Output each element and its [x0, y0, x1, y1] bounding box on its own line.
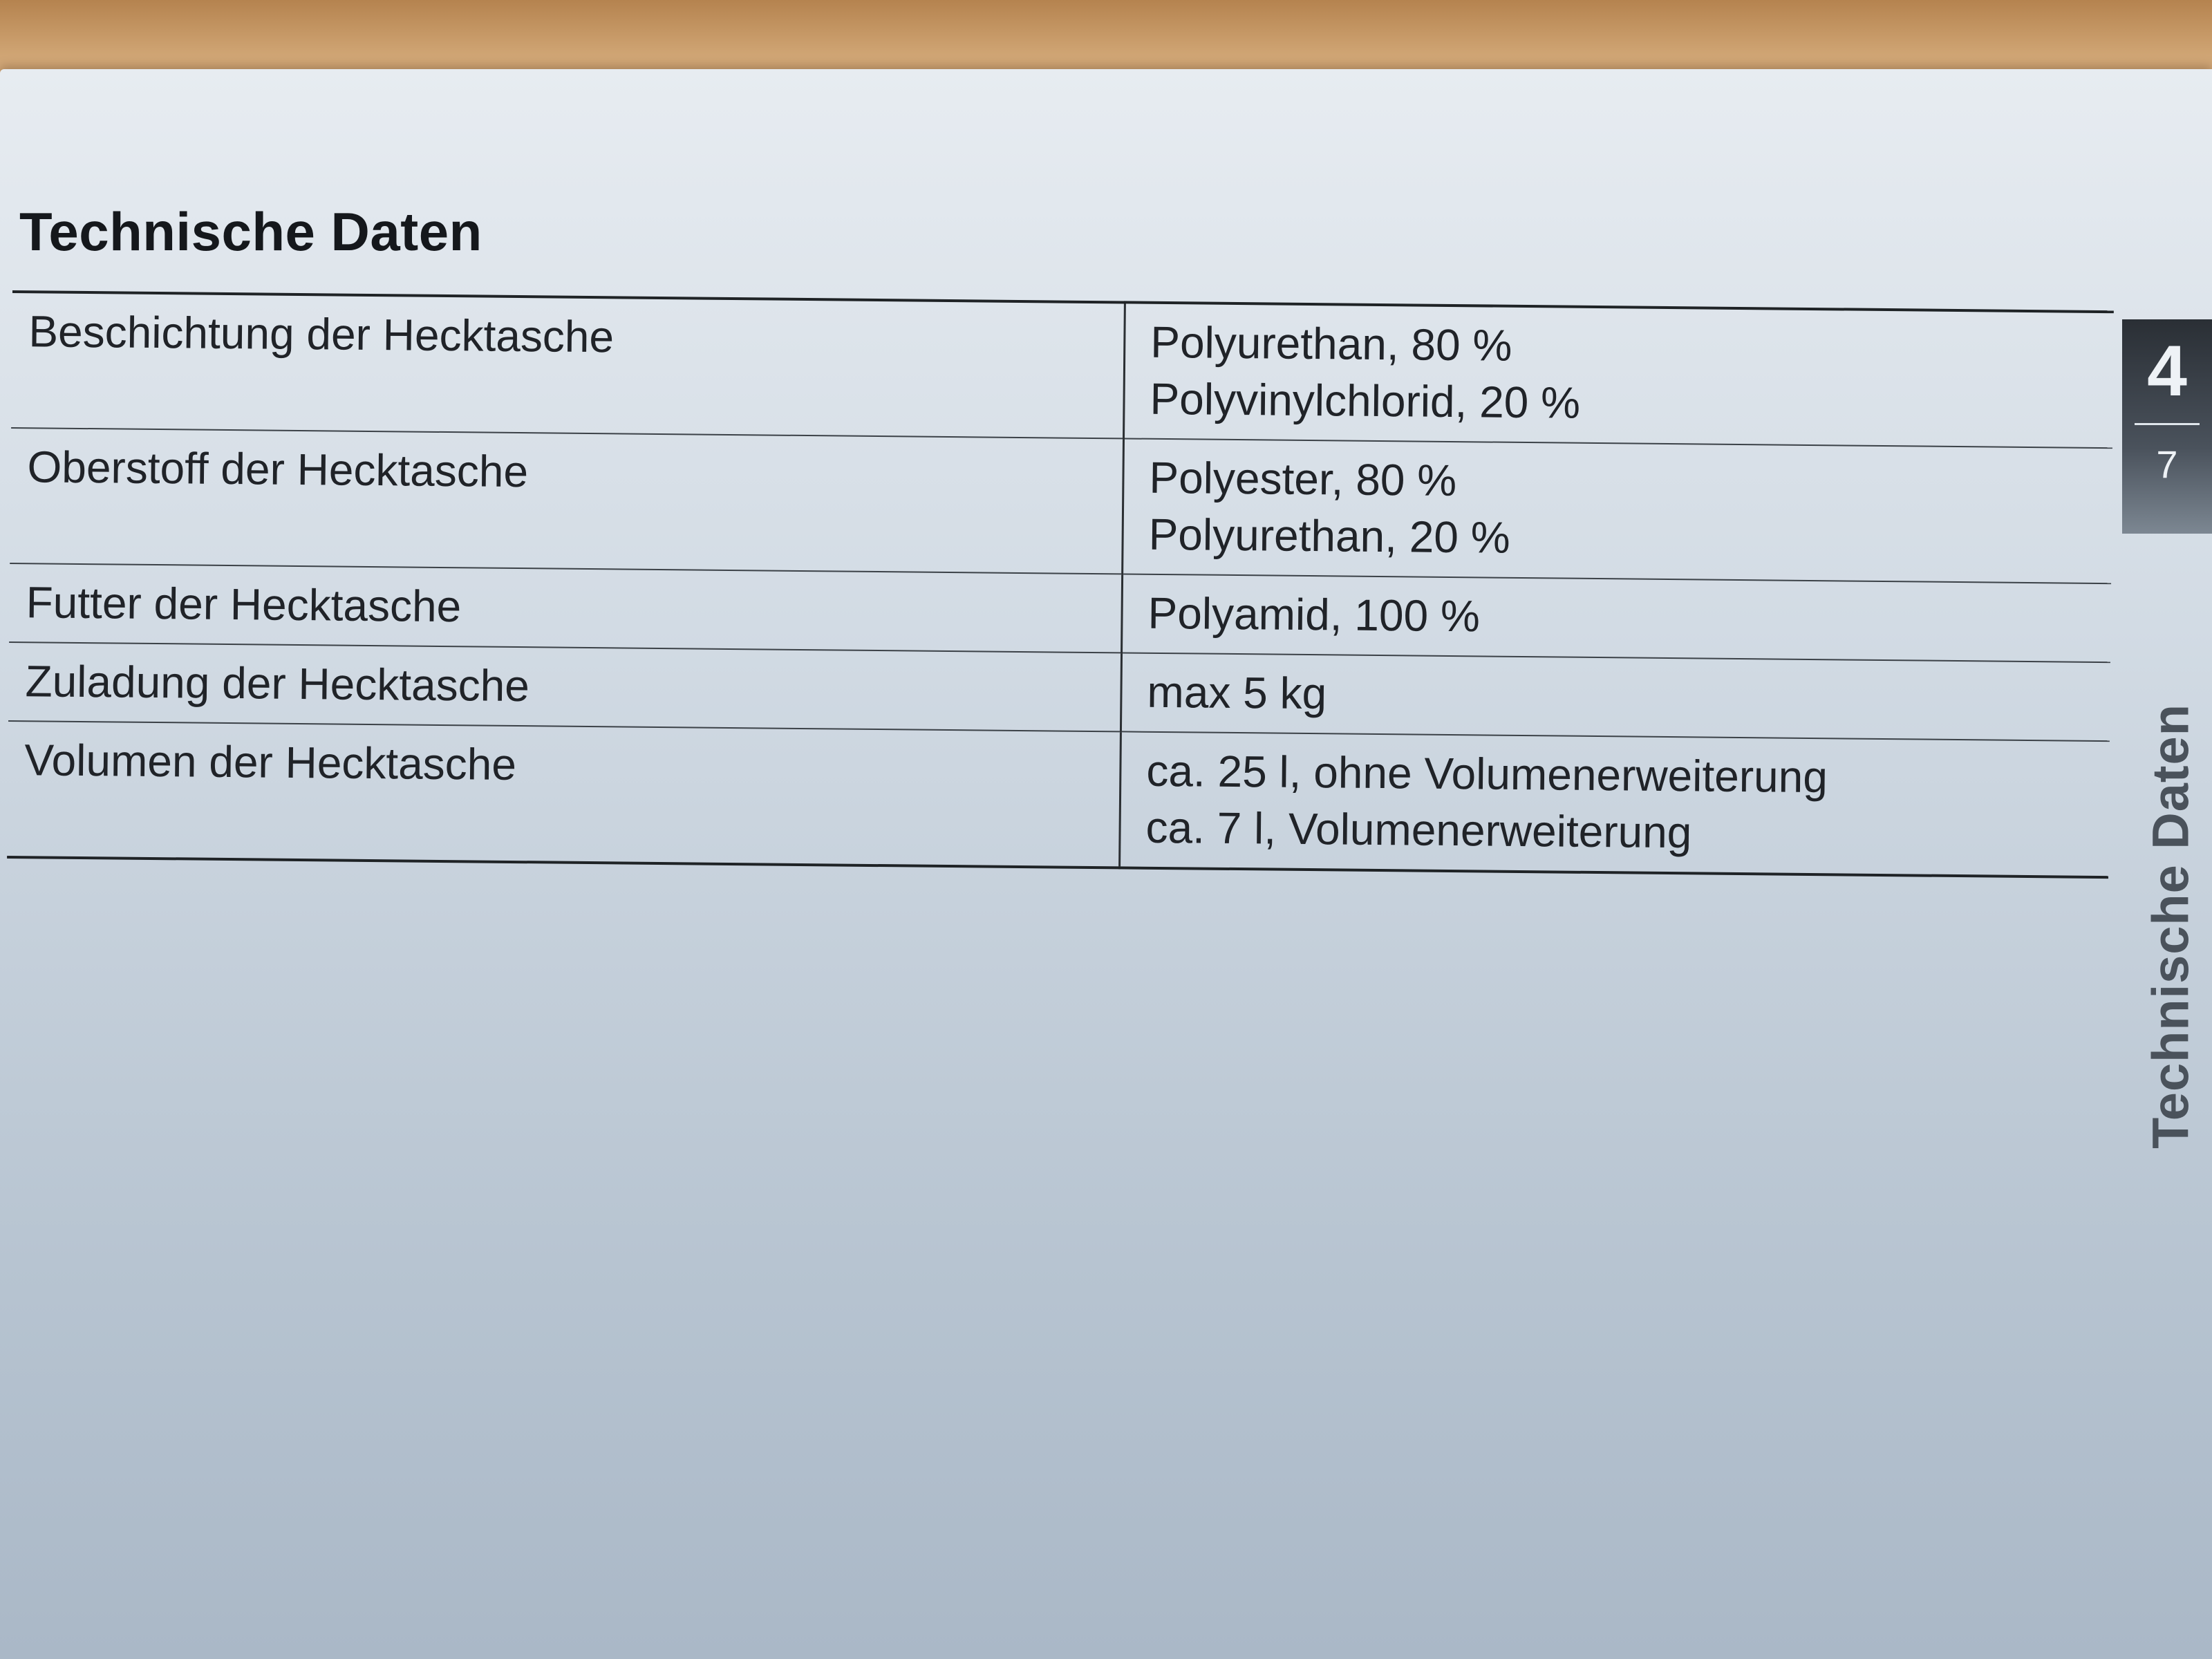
- row-label: Futter der Hecktasche: [9, 563, 1123, 653]
- page-title: Technische Daten: [19, 201, 482, 262]
- row-value: [1124, 302, 2114, 448]
- row-value: [1120, 731, 2110, 877]
- row-value: [1122, 574, 2112, 662]
- value-line: Polyvinylchlorid, 20 %: [1150, 373, 1581, 428]
- side-section-label: Technische Daten: [2141, 704, 2200, 1149]
- chapter-number: 4: [2147, 331, 2187, 411]
- value-line: Polyurethan, 20 %: [1148, 509, 1511, 563]
- chapter-tab: [2122, 319, 2212, 534]
- row-value: [1121, 653, 2110, 741]
- table-row: [10, 428, 2112, 583]
- chapter-divider: [2135, 423, 2200, 425]
- value-line: ca. 25 l, ohne Volumenerweiterung: [1146, 745, 1828, 803]
- value-line: Polyurethan, 80 %: [1150, 317, 1512, 371]
- spec-table: [7, 290, 2114, 879]
- row-value: [1123, 438, 2112, 583]
- value-line: max 5 kg: [1147, 666, 1327, 719]
- row-label: Beschichtung der Hecktasche: [11, 292, 1125, 438]
- row-label: Volumen der Hecktasche: [7, 721, 1121, 868]
- chapter-subnumber: 7: [2156, 442, 2178, 486]
- row-label: Oberstoff der Hecktasche: [10, 428, 1123, 574]
- value-line: Polyamid, 100 %: [1147, 588, 1481, 641]
- table-row: [11, 292, 2114, 448]
- manual-page: [0, 69, 2212, 1659]
- row-label: Zuladung der Hecktasche: [8, 642, 1122, 731]
- value-line: ca. 7 l, Volumenerweiterung: [1145, 802, 1692, 858]
- value-line: Polyester, 80 %: [1149, 452, 1457, 506]
- table-row: [7, 721, 2110, 877]
